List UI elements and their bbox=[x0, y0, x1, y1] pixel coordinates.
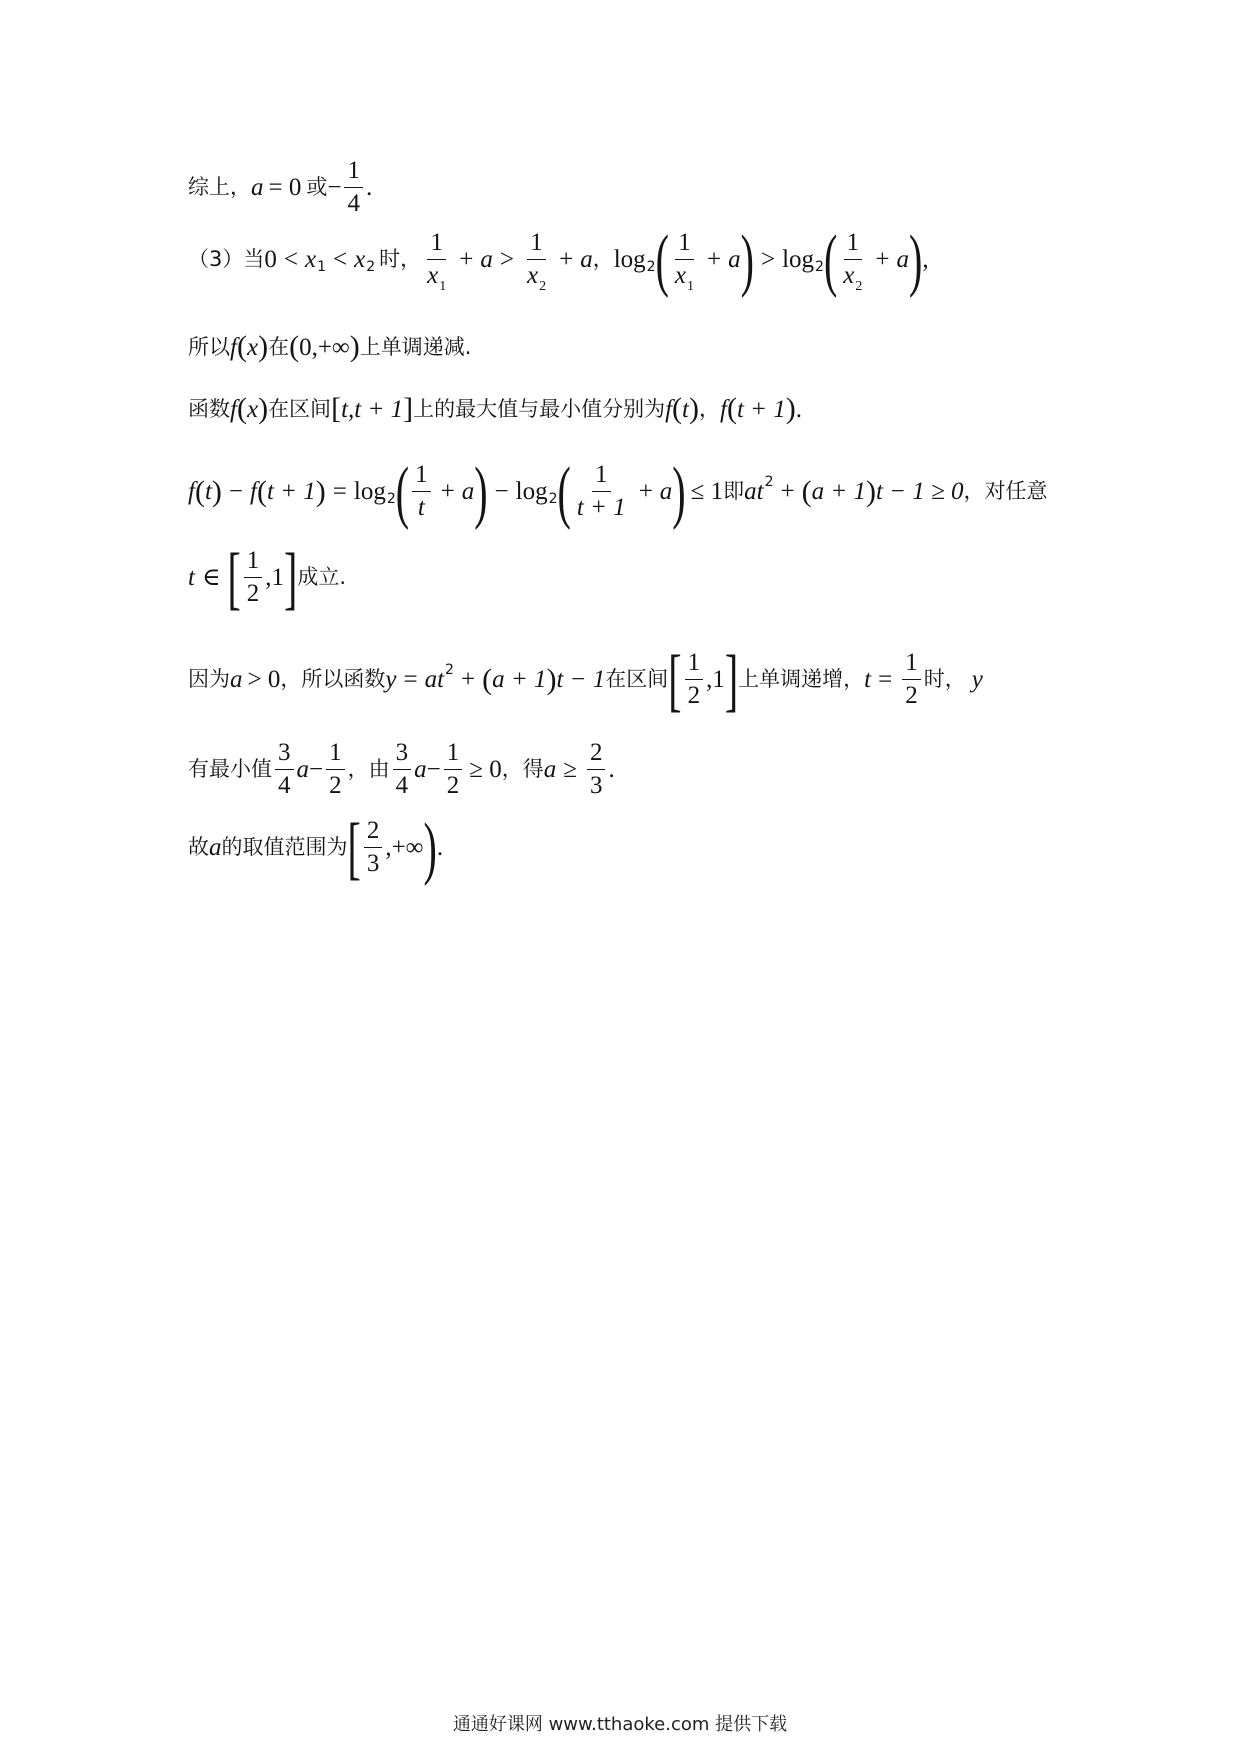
fraction bbox=[364, 818, 383, 878]
left-paren: ( bbox=[194, 474, 205, 508]
numerator: 1 bbox=[412, 462, 431, 492]
text: 因为 bbox=[188, 667, 230, 692]
right-paren: ) bbox=[908, 219, 923, 299]
fraction bbox=[244, 548, 263, 608]
math-var: a bbox=[461, 478, 475, 506]
interval: 0,+∞ bbox=[299, 333, 350, 361]
numerator: 1 bbox=[326, 740, 345, 770]
math-var: y bbox=[971, 666, 983, 694]
log-base: 2 bbox=[815, 258, 824, 275]
fraction bbox=[424, 229, 449, 295]
math-op: = bbox=[403, 666, 418, 694]
right-paren: ) bbox=[211, 474, 222, 508]
math-var: a bbox=[480, 246, 493, 274]
math-op: − bbox=[426, 756, 441, 784]
right-paren: ) bbox=[423, 807, 437, 887]
denominator: $x_1$ bbox=[427, 262, 447, 295]
left-paren: ( bbox=[823, 219, 838, 299]
left-paren: ( bbox=[726, 392, 737, 425]
text: 函数 bbox=[188, 396, 230, 421]
period: . bbox=[365, 174, 373, 202]
math-var: a bbox=[728, 246, 741, 274]
math-var: x bbox=[354, 246, 366, 274]
numerator: 1 bbox=[244, 548, 263, 578]
difference-line bbox=[188, 451, 1048, 531]
right-bracket: ] bbox=[403, 392, 414, 425]
text: 时， bbox=[923, 667, 966, 692]
fraction bbox=[685, 650, 704, 710]
interval-end: ,+∞ bbox=[385, 834, 424, 862]
math-op: = 0 bbox=[268, 174, 302, 202]
minimum-line bbox=[188, 740, 615, 800]
left-bracket: [ bbox=[227, 537, 241, 617]
period: . bbox=[608, 756, 615, 784]
increasing-line bbox=[188, 639, 983, 719]
period: . bbox=[436, 834, 444, 862]
math-var: x bbox=[304, 246, 317, 274]
denominator: 3 bbox=[589, 772, 603, 800]
left-paren: ( bbox=[395, 451, 410, 531]
log-function: log bbox=[782, 246, 815, 274]
denominator: $x_2$ bbox=[843, 262, 863, 295]
fraction bbox=[393, 740, 412, 800]
right-paren: ) bbox=[349, 330, 360, 363]
numerator: 2 bbox=[364, 818, 383, 848]
denominator: 4 bbox=[347, 190, 360, 218]
numerator: 1 bbox=[675, 230, 694, 260]
text: ，得 bbox=[501, 757, 544, 782]
math-op: + bbox=[559, 246, 574, 274]
left-bracket: [ bbox=[347, 807, 361, 887]
math-var: t bbox=[188, 564, 195, 592]
math-expr: t − 1 ≥ 0 bbox=[875, 478, 964, 506]
left-paren: ( bbox=[655, 219, 669, 299]
math-num: ,1 bbox=[265, 564, 285, 592]
math-num: ,1 bbox=[706, 666, 725, 694]
math-var: x bbox=[246, 333, 259, 361]
math-func: f bbox=[230, 333, 237, 361]
text: 时， bbox=[379, 247, 422, 272]
monotonic-decreasing-line bbox=[188, 332, 471, 362]
numerator: 1 bbox=[844, 230, 863, 260]
text: （3）当 bbox=[188, 247, 265, 272]
numerator: 1 bbox=[685, 650, 704, 680]
math-var: a bbox=[896, 246, 909, 274]
math-op: > 0 bbox=[247, 666, 281, 694]
answer-line bbox=[188, 807, 444, 887]
math-op: < bbox=[333, 246, 348, 274]
denominator: t + 1 bbox=[576, 494, 626, 522]
math-op: = bbox=[878, 666, 893, 694]
math-var: a bbox=[251, 174, 264, 202]
denominator: $x_2$ bbox=[526, 262, 547, 295]
text: ， bbox=[592, 247, 614, 272]
text: 在区间 bbox=[605, 667, 669, 692]
math-op: > bbox=[760, 246, 776, 274]
left-bracket: [ bbox=[331, 392, 342, 425]
denominator: 2 bbox=[246, 580, 260, 608]
max-min-line bbox=[188, 394, 802, 424]
right-bracket: ] bbox=[724, 639, 739, 719]
math-var: a bbox=[209, 834, 222, 862]
log-function: log bbox=[515, 478, 548, 506]
math-expr: at bbox=[744, 478, 764, 506]
right-paren: ) bbox=[315, 474, 326, 508]
fraction bbox=[902, 650, 921, 710]
conclusion-line bbox=[188, 158, 372, 218]
math-op: + bbox=[875, 246, 890, 274]
math-op: + bbox=[460, 666, 476, 694]
text: 在区间 bbox=[268, 396, 332, 421]
math-var: a bbox=[414, 756, 427, 784]
fraction bbox=[444, 740, 463, 800]
math-func: f bbox=[250, 478, 257, 506]
fraction bbox=[326, 740, 345, 800]
text: 综上， bbox=[188, 175, 251, 200]
math-op: − bbox=[327, 174, 342, 202]
log-base: 2 bbox=[548, 490, 558, 507]
math-var: a bbox=[543, 756, 557, 784]
math-op: < bbox=[283, 246, 298, 274]
denominator: 2 bbox=[329, 772, 342, 800]
numerator: 1 bbox=[444, 740, 463, 770]
math-expr: t + 1 bbox=[736, 395, 786, 423]
right-paren: ) bbox=[688, 392, 699, 425]
text: 上的最大值与最小值分别为 bbox=[413, 396, 666, 421]
fraction bbox=[587, 740, 606, 800]
interval: t,t + 1 bbox=[341, 395, 404, 423]
math-var: y bbox=[385, 666, 397, 694]
denominator: 3 bbox=[366, 850, 380, 878]
math-op: ∈ bbox=[201, 564, 221, 592]
text: 故 bbox=[188, 835, 209, 860]
numerator: 2 bbox=[587, 740, 606, 770]
text: 上单调递减. bbox=[359, 334, 472, 359]
part3-line bbox=[188, 219, 929, 299]
math-op: = bbox=[332, 478, 347, 506]
fraction bbox=[412, 462, 431, 522]
text: 成立. bbox=[297, 565, 347, 590]
math-var: t bbox=[864, 666, 872, 694]
right-paren: ) bbox=[865, 474, 876, 508]
math-op: + bbox=[707, 246, 722, 274]
text: 即 bbox=[723, 479, 745, 504]
right-paren: ) bbox=[740, 219, 754, 299]
left-paren: ( bbox=[801, 474, 812, 508]
math-var: x bbox=[246, 395, 259, 423]
math-var: a bbox=[659, 478, 673, 506]
numerator: 3 bbox=[393, 740, 412, 770]
numerator: 1 bbox=[592, 462, 611, 492]
math-op: + bbox=[638, 478, 653, 506]
left-paren: ( bbox=[236, 330, 247, 363]
denominator: $x_1$ bbox=[674, 262, 695, 295]
text: 的取值范围为 bbox=[221, 835, 348, 860]
left-bracket: [ bbox=[668, 639, 682, 719]
right-paren: ) bbox=[785, 392, 796, 425]
math-var: t bbox=[682, 395, 689, 423]
fraction bbox=[524, 229, 549, 295]
text: ，由 bbox=[347, 757, 390, 782]
denominator: 2 bbox=[905, 682, 918, 710]
math-func: f bbox=[230, 395, 237, 423]
math-var: a bbox=[230, 666, 243, 694]
math-var: a bbox=[580, 246, 593, 274]
math-op: ≥ 0 bbox=[469, 756, 502, 784]
math-func: f bbox=[665, 395, 673, 423]
right-paren: ) bbox=[258, 330, 269, 363]
left-paren: ( bbox=[289, 330, 300, 363]
math-expr: t + 1 bbox=[266, 478, 316, 506]
denominator: 4 bbox=[278, 772, 291, 800]
math-expr: a + 1 bbox=[492, 666, 547, 694]
denominator: t bbox=[417, 494, 425, 522]
math-op: − bbox=[309, 756, 324, 784]
denominator: 2 bbox=[687, 682, 701, 710]
subscript: 2 bbox=[366, 258, 376, 275]
math-op: + bbox=[780, 478, 795, 506]
left-paren: ( bbox=[236, 392, 247, 425]
log-base: 2 bbox=[386, 490, 396, 507]
log-base: 2 bbox=[646, 258, 656, 275]
fraction bbox=[840, 229, 865, 295]
right-paren: ) bbox=[546, 662, 557, 696]
text: ，所以函数 bbox=[280, 667, 386, 692]
log-function: log bbox=[613, 246, 646, 274]
text: 上单调递增， bbox=[738, 667, 865, 692]
log-function: log bbox=[353, 478, 386, 506]
fraction bbox=[344, 158, 363, 218]
text: 有最小值 bbox=[188, 757, 272, 782]
math-op: > bbox=[499, 246, 514, 274]
math-expr: a + 1 bbox=[811, 478, 866, 506]
superscript: 2 bbox=[445, 661, 454, 678]
math-expr: at bbox=[424, 666, 445, 694]
math-op: − bbox=[494, 478, 509, 506]
numerator: 1 bbox=[527, 230, 546, 260]
right-paren: ) bbox=[672, 451, 686, 531]
math-var: t bbox=[204, 478, 212, 506]
math-num: 0 bbox=[264, 246, 277, 274]
math-op: − bbox=[228, 478, 244, 506]
denominator: 4 bbox=[395, 772, 409, 800]
left-paren: ( bbox=[256, 474, 267, 508]
text: ， bbox=[698, 396, 720, 421]
math-func: f bbox=[719, 395, 727, 423]
domain-line bbox=[188, 537, 347, 617]
math-op: ≥ bbox=[563, 756, 577, 784]
text: 或 bbox=[306, 175, 328, 200]
fraction bbox=[672, 229, 697, 295]
right-paren: ) bbox=[258, 392, 269, 425]
math-op: + bbox=[459, 246, 474, 274]
numerator: 1 bbox=[427, 230, 446, 260]
left-paren: ( bbox=[482, 662, 493, 696]
superscript: 2 bbox=[764, 473, 774, 490]
comma: , bbox=[922, 246, 929, 274]
numerator: 1 bbox=[902, 650, 921, 680]
left-paren: ( bbox=[557, 451, 571, 531]
page-footer: 通通好课网 www.tthaoke.com 提供下载 bbox=[452, 1714, 788, 1735]
math-op: ≤ 1 bbox=[690, 478, 724, 506]
text: ，对任意 bbox=[963, 479, 1048, 504]
math-func: f bbox=[188, 478, 195, 506]
fraction bbox=[275, 740, 294, 800]
denominator: 2 bbox=[446, 772, 460, 800]
math-op: + bbox=[440, 478, 455, 506]
math-var: a bbox=[296, 756, 309, 784]
math-expr: t − 1 bbox=[556, 666, 606, 694]
fraction bbox=[574, 462, 629, 522]
numerator: 1 bbox=[344, 158, 363, 188]
right-bracket: ] bbox=[284, 537, 298, 617]
text: 在 bbox=[268, 334, 290, 359]
text: 所以 bbox=[188, 334, 230, 359]
right-paren: ) bbox=[474, 451, 488, 531]
subscript: 1 bbox=[317, 258, 327, 275]
left-paren: ( bbox=[672, 392, 683, 425]
numerator: 3 bbox=[275, 740, 294, 770]
period: . bbox=[795, 395, 803, 423]
